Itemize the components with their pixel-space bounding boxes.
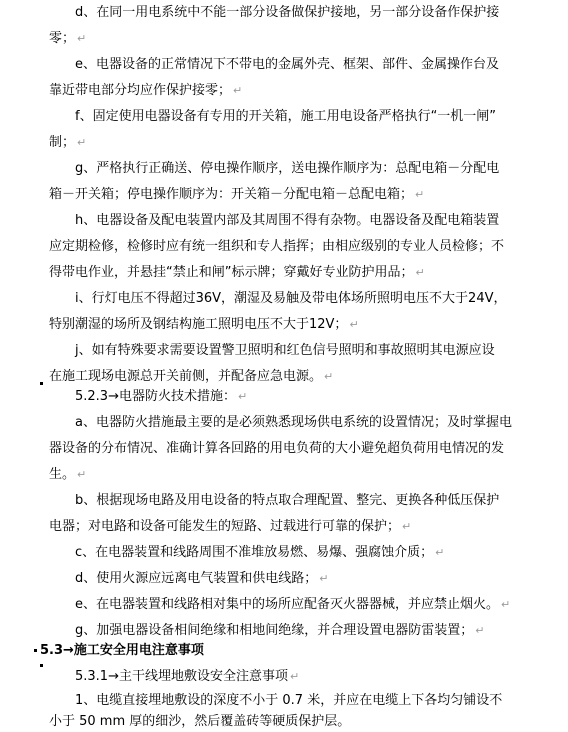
paragraph-mark-icon: ↵ (289, 670, 300, 683)
text-line: 生。 ↵ (49, 467, 87, 482)
list-bullet (40, 664, 43, 667)
section-heading: 5.3.1→主干线埋地敷设安全注意事项 ↵ (75, 669, 300, 684)
text-line: 靠近带电部分均应作保护接零； ↵ (49, 83, 243, 98)
paragraph-mark-icon: ↵ (349, 318, 359, 331)
text-line: c、在电器装置和线路周围不准堆放易燃、易爆、强腐蚀介质； ↵ (75, 545, 445, 560)
paragraph-mark-icon: ↵ (77, 136, 87, 149)
text-line: 1、电缆直接埋地敷设的深度不小于 0.7 米，并应在电缆上下各均匀铺设不 (75, 693, 503, 708)
section-heading: 5.3→施工安全用电注意事项 (40, 643, 204, 658)
text-line: 箱－开关箱；停电操作顺序为：开关箱－分配电箱－总配电箱； ↵ (49, 187, 425, 202)
paragraph-mark-icon: ↵ (77, 32, 87, 45)
text-line: 在施工现场电源总开关前侧，并配备应急电源。 ↵ (49, 369, 334, 384)
paragraph-mark-icon: ↵ (77, 468, 87, 481)
text-line: d、使用火源应远离电气装置和供电线路； ↵ (75, 571, 329, 586)
paragraph-mark-icon: ↵ (233, 84, 243, 97)
text-line: 小于 50 mm 厚的细沙，然后覆盖砖等硬质保护层。 (49, 714, 351, 729)
text-line: 电器；对电路和设备可能发生的短路、过载进行可靠的保护； ↵ (49, 519, 412, 534)
paragraph-mark-icon: ↵ (475, 624, 485, 637)
text-line: 得带电作业，并悬挂“禁止和闸”标示牌；穿戴好专业防护用品； ↵ (49, 265, 425, 280)
paragraph-mark-icon: ↵ (237, 390, 248, 403)
text-line: i、行灯电压不得超过36V，潮湿及易触及带电体场所照明电压不大于24V， (75, 291, 507, 306)
text-line: e、在电器装置和线路相对集中的场所应配备灭火器器械，并应禁止烟火。 ↵ (75, 597, 511, 612)
text-line: e、电器设备的正常情况下不带电的金属外壳、框架、部件、金属操作台及 (75, 57, 499, 72)
paragraph-mark-icon: ↵ (415, 188, 425, 201)
paragraph-mark-icon: ↵ (319, 572, 329, 585)
paragraph-mark-icon: ↵ (324, 370, 334, 383)
text-line: g、加强电器设备相间绝缘和相地间绝缘，并合理设置电器防雷装置； ↵ (75, 623, 485, 638)
section-heading: 5.2.3→电器防火技术措施： ↵ (75, 389, 248, 404)
text-line: a、电器防火措施最主要的是必须熟悉现场供电系统的设置情况；及时掌握电 (75, 415, 512, 430)
text-line: 应定期检修，检修时应有统一组织和专人指挥；由相应级别的专业人员检修；不 (49, 239, 505, 254)
text-line: g、严格执行正确送、停电操作顺序，送电操作顺序为：总配电箱－分配电 (75, 161, 500, 176)
text-line: b、根据现场电路及用电设备的特点取合理配置、整完、更换各种低压保护 (75, 493, 500, 508)
list-bullet (34, 649, 37, 652)
text-line: j、如有特殊要求需要设置警卫照明和红色信号照明和事故照明其电源应设 (75, 343, 495, 358)
paragraph-mark-icon: ↵ (415, 266, 425, 279)
text-line: 特别潮湿的场所及钢结构施工照明电压不大于12V； ↵ (49, 317, 359, 332)
text-line: h、电器设备及配电装置内部及其周围不得有杂物。电器设备及配电箱装置 (75, 213, 500, 228)
text-line: f、固定使用电器设备有专用的开关箱，施工用电设备严格执行“一机一闸” (75, 109, 497, 124)
text-line: 器设备的分布情况、准确计算各回路的用电负荷的大小避免超负荷用电情况的发 (49, 441, 505, 456)
list-bullet (40, 382, 43, 385)
paragraph-mark-icon: ↵ (435, 546, 445, 559)
paragraph-mark-icon: ↵ (402, 520, 412, 533)
text-line: 零； ↵ (49, 31, 87, 46)
paragraph-mark-icon: ↵ (501, 598, 511, 611)
text-line: 制； ↵ (49, 135, 87, 150)
text-line: d、在同一用电系统中不能一部分设备做保护接地，另一部分设备作保护接 (75, 5, 500, 20)
